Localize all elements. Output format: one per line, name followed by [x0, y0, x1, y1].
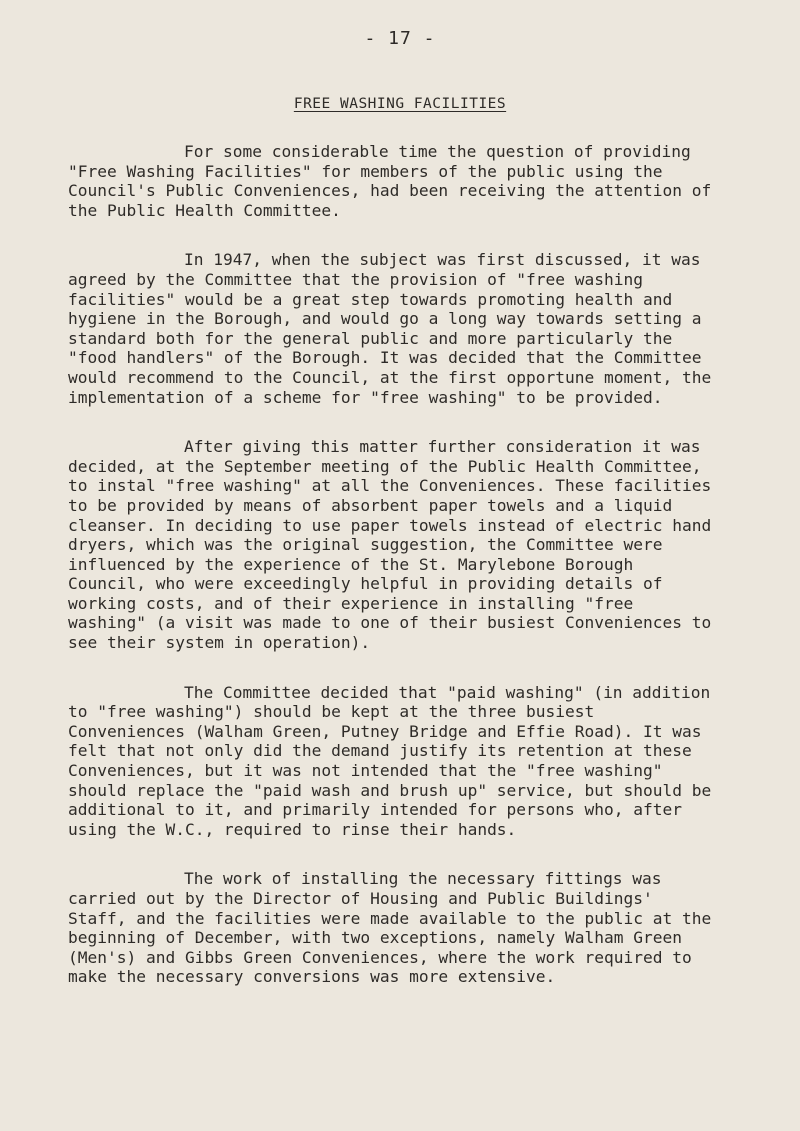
paragraph-1: For some considerable time the question of providing "Free Washing Facilities" for members of the public using the Council's Public Conveniences, had been receiving the attention of the Public Health Committee.: [68, 142, 712, 220]
paragraph-4: The Committee decided that "paid washing" (in addition to "free washing") should be kept at the three busiest Conveniences (Walham Green, Putney Bridge and Effie Road). It was felt that not only did the demand justify its retention at these Conveniences, but it was not intended that the "free washing" should replace the "paid wash and brush up" service, but should be additional to it, and primarily intended for persons who, after using the W.C., required to rinse their hands.: [68, 682, 712, 839]
paragraph-2: In 1947, when the subject was first discussed, it was agreed by the Committee that the provision of "free washing facilities" would be a great step towards promoting health and hygiene in the Borough, and would go a long way towards setting a standard both for the general public and more particularly the "food handlers" of the Borough. It was decided that the Committee would recommend to the Council, at the first opportune moment, the implementation of a scheme for "free washing" to be provided.: [68, 250, 712, 407]
paragraph-5: The work of installing the necessary fittings was carried out by the Director of Housing and Public Buildings' Staff, and the facilities were made available to the public at the beginning of December, with two exceptions, namely Walham Green (Men's) and Gibbs Green Conveniences, where the work required to make the necessary conversions was more extensive.: [68, 869, 712, 987]
body-text: [68, 142, 718, 1017]
page-number: - 17 -: [364, 28, 436, 49]
paragraph-3: After giving this matter further consideration it was decided, at the September meeting of the Public Health Committee, to instal "free washing" at all the Conveniences. These facilities to be provided by means of absorbent paper towels and a liquid cleanser. In deciding to use paper towels instead of electric hand dryers, which was the original suggestion, the Committee were influenced by the experience of the St. Marylebone Borough Council, who were exceedingly helpful in providing details of working costs, and of their experience in installing "free washing" (a visit was made to one of their busiest Conveniences to see their system in operation).: [68, 437, 712, 653]
section-heading: FREE WASHING FACILITIES: [293, 96, 507, 112]
